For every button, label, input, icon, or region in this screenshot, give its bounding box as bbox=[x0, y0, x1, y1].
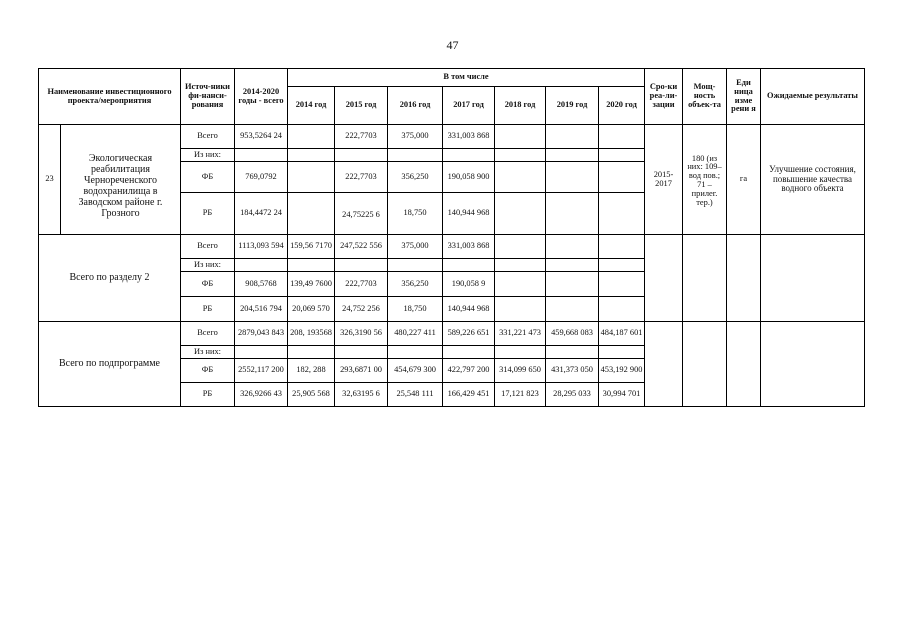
value-cell bbox=[495, 149, 546, 162]
value-cell bbox=[495, 193, 546, 235]
value-cell bbox=[443, 346, 495, 359]
value-cell bbox=[495, 235, 546, 259]
header-year: 2016 год bbox=[388, 87, 443, 125]
value-cell: 166,429 451 bbox=[443, 383, 495, 407]
value-cell: 20,069 570 bbox=[288, 297, 335, 322]
value-cell: 326,3190 56 bbox=[335, 322, 388, 346]
empty-cell bbox=[683, 235, 727, 322]
value-cell bbox=[546, 162, 599, 193]
value-cell bbox=[546, 346, 599, 359]
value-cell: 459,668 083 bbox=[546, 322, 599, 346]
total-cell bbox=[235, 149, 288, 162]
value-cell: 190,058 9 bbox=[443, 272, 495, 297]
value-cell bbox=[599, 235, 645, 259]
header-results: Ожидаемые результаты bbox=[761, 69, 865, 125]
header-year: 2020 год bbox=[599, 87, 645, 125]
value-cell: 18,750 bbox=[388, 193, 443, 235]
value-cell bbox=[495, 346, 546, 359]
value-cell bbox=[335, 259, 388, 272]
value-cell bbox=[546, 297, 599, 322]
value-cell bbox=[388, 149, 443, 162]
page-number: 47 bbox=[446, 38, 459, 52]
value-cell: 375,000 bbox=[388, 125, 443, 149]
value-cell bbox=[546, 259, 599, 272]
source-cell: ФБ bbox=[181, 359, 235, 383]
value-cell: 484,187 601 bbox=[599, 322, 645, 346]
section-label: Всего по разделу 2 bbox=[39, 235, 181, 322]
value-cell bbox=[288, 149, 335, 162]
value-cell bbox=[335, 149, 388, 162]
value-cell: 453,192 900 bbox=[599, 359, 645, 383]
value-cell bbox=[443, 259, 495, 272]
value-cell: 140,944 968 bbox=[443, 297, 495, 322]
total-cell: 326,9266 43 bbox=[235, 383, 288, 407]
value-cell: 25,548 111 bbox=[388, 383, 443, 407]
total-cell: 769,0792 bbox=[235, 162, 288, 193]
total-cell: 953,5264 24 bbox=[235, 125, 288, 149]
value-cell bbox=[599, 297, 645, 322]
empty-cell bbox=[761, 235, 865, 322]
header-row-1 bbox=[39, 69, 865, 87]
subprogram-label: Всего по подпрограмме bbox=[39, 322, 181, 407]
header-year: 2018 год bbox=[495, 87, 546, 125]
value-cell: 24,75225 6 bbox=[335, 193, 388, 235]
total-cell: 1113,093 594 bbox=[235, 235, 288, 259]
value-cell: 24,752 256 bbox=[335, 297, 388, 322]
project-results: Улучшение состояния, повышение качества водного объекта bbox=[761, 125, 865, 235]
subprogram-row-total bbox=[39, 322, 865, 346]
value-cell bbox=[546, 272, 599, 297]
section-row-total bbox=[39, 235, 865, 259]
total-cell bbox=[235, 259, 288, 272]
total-cell: 908,5768 bbox=[235, 272, 288, 297]
project-unit: га bbox=[727, 125, 761, 235]
value-cell bbox=[546, 193, 599, 235]
header-year: 2015 год bbox=[335, 87, 388, 125]
source-cell: Из них: bbox=[181, 346, 235, 359]
value-cell bbox=[288, 125, 335, 149]
value-cell: 190,058 900 bbox=[443, 162, 495, 193]
value-cell bbox=[388, 259, 443, 272]
value-cell: 454,679 300 bbox=[388, 359, 443, 383]
value-cell bbox=[546, 235, 599, 259]
project-row-total bbox=[39, 125, 865, 149]
project-capacity: 180 (из них: 109–вод пов.; 71 – прилег. тер.) bbox=[683, 125, 727, 235]
value-cell bbox=[495, 272, 546, 297]
value-cell bbox=[599, 346, 645, 359]
value-cell bbox=[495, 297, 546, 322]
value-cell: 356,250 bbox=[388, 272, 443, 297]
header-source: Источ-ники фи-нанси-рования bbox=[181, 69, 235, 125]
source-cell: РБ bbox=[181, 297, 235, 322]
value-cell bbox=[495, 259, 546, 272]
value-cell bbox=[546, 149, 599, 162]
source-cell: Из них: bbox=[181, 149, 235, 162]
total-cell bbox=[235, 346, 288, 359]
header-including: В том числе bbox=[288, 69, 645, 87]
header-year: 2017 год bbox=[443, 87, 495, 125]
value-cell: 375,000 bbox=[388, 235, 443, 259]
project-name: Экологическая реабилитация Чернореченского водохранилища в Заводском районе г. Грозного bbox=[61, 125, 181, 235]
total-cell: 204,516 794 bbox=[235, 297, 288, 322]
value-cell: 208, 193568 bbox=[288, 322, 335, 346]
value-cell bbox=[443, 149, 495, 162]
value-cell bbox=[335, 346, 388, 359]
header-unit: Еди ница изме рени я bbox=[727, 69, 761, 125]
empty-cell bbox=[645, 322, 683, 407]
total-cell: 2879,043 843 bbox=[235, 322, 288, 346]
value-cell: 293,6871 00 bbox=[335, 359, 388, 383]
project-terms: 2015-2017 bbox=[645, 125, 683, 235]
value-cell: 247,522 556 bbox=[335, 235, 388, 259]
value-cell: 422,797 200 bbox=[443, 359, 495, 383]
value-cell: 28,295 033 bbox=[546, 383, 599, 407]
value-cell: 480,227 411 bbox=[388, 322, 443, 346]
value-cell: 17,121 823 bbox=[495, 383, 546, 407]
value-cell: 331,003 868 bbox=[443, 125, 495, 149]
value-cell: 314,099 650 bbox=[495, 359, 546, 383]
value-cell bbox=[388, 346, 443, 359]
value-cell: 356,250 bbox=[388, 162, 443, 193]
value-cell: 25,905 568 bbox=[288, 383, 335, 407]
source-cell: Всего bbox=[181, 125, 235, 149]
value-cell: 331,003 868 bbox=[443, 235, 495, 259]
investment-table bbox=[38, 68, 865, 407]
header-terms: Сро-ки реа-ли-зации bbox=[645, 69, 683, 125]
value-cell bbox=[495, 162, 546, 193]
empty-cell bbox=[761, 322, 865, 407]
value-cell bbox=[288, 162, 335, 193]
value-cell: 589,226 651 bbox=[443, 322, 495, 346]
value-cell: 331,221 473 bbox=[495, 322, 546, 346]
value-cell bbox=[495, 125, 546, 149]
value-cell: 182, 288 bbox=[288, 359, 335, 383]
value-cell: 32,63195 6 bbox=[335, 383, 388, 407]
value-cell: 140,944 968 bbox=[443, 193, 495, 235]
value-cell: 18,750 bbox=[388, 297, 443, 322]
value-cell: 139,49 7600 bbox=[288, 272, 335, 297]
source-cell: ФБ bbox=[181, 162, 235, 193]
header-year: 2014 год bbox=[288, 87, 335, 125]
value-cell bbox=[546, 125, 599, 149]
value-cell: 30,994 701 bbox=[599, 383, 645, 407]
empty-cell bbox=[727, 322, 761, 407]
source-cell: Всего bbox=[181, 235, 235, 259]
value-cell bbox=[599, 272, 645, 297]
value-cell: 159,56 7170 bbox=[288, 235, 335, 259]
total-cell: 2552,117 200 bbox=[235, 359, 288, 383]
source-cell: Из них: bbox=[181, 259, 235, 272]
source-cell: Всего bbox=[181, 322, 235, 346]
value-cell bbox=[288, 346, 335, 359]
value-cell bbox=[599, 162, 645, 193]
source-cell: РБ bbox=[181, 383, 235, 407]
source-cell: ФБ bbox=[181, 272, 235, 297]
value-cell: 222,7703 bbox=[335, 272, 388, 297]
header-capacity: Мощ-ность объек-та bbox=[683, 69, 727, 125]
header-name: Наименование инвестиционного проекта/мероприятия bbox=[39, 69, 181, 125]
value-cell bbox=[599, 149, 645, 162]
empty-cell bbox=[645, 235, 683, 322]
value-cell bbox=[599, 193, 645, 235]
empty-cell bbox=[727, 235, 761, 322]
value-cell bbox=[599, 125, 645, 149]
total-cell: 184,4472 24 bbox=[235, 193, 288, 235]
value-cell: 222,7703 bbox=[335, 162, 388, 193]
header-year: 2019 год bbox=[546, 87, 599, 125]
source-cell: РБ bbox=[181, 193, 235, 235]
value-cell bbox=[288, 259, 335, 272]
value-cell bbox=[599, 259, 645, 272]
header-total: 2014-2020 годы - всего bbox=[235, 69, 288, 125]
project-number: 23 bbox=[39, 125, 61, 235]
value-cell: 222,7703 bbox=[335, 125, 388, 149]
value-cell bbox=[288, 193, 335, 235]
empty-cell bbox=[683, 322, 727, 407]
value-cell: 431,373 050 bbox=[546, 359, 599, 383]
